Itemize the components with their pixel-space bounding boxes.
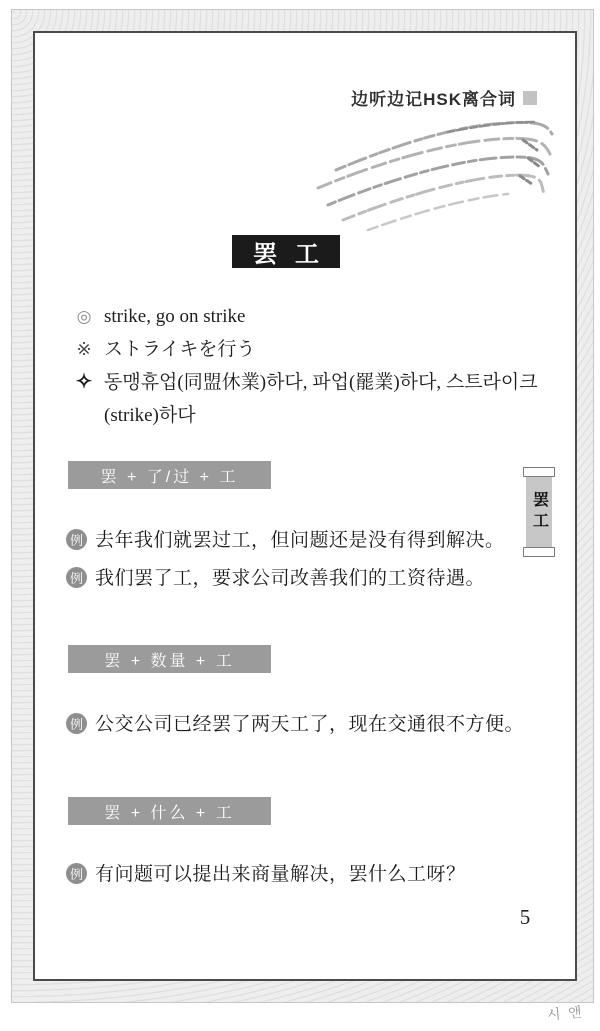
pattern-header-2 [68,645,271,673]
tab-top-cap [523,467,555,477]
example-text: 我们罢了工，要求公司改善我们的工资待遇。 [95,568,486,589]
book-title-text: 边听边记HSK离合词 [351,90,516,109]
example-badge-icon: 例 [66,863,87,884]
page-content-frame [33,31,577,981]
definition-japanese [71,333,545,366]
definition-korean [71,366,545,432]
pattern-1-label: 罢 + 了/过 + 工 [100,468,239,486]
pattern-3-label: 罢 + 什么 + 工 [104,804,235,822]
four-pointed-star-icon: ✧ [75,371,93,393]
handwritten-annotation: 시 앤 [546,1005,585,1024]
pattern-2-label: 罢 + 数量 + 工 [104,652,235,670]
header-square-ornament [523,91,537,105]
example-text: 有问题可以提出来商量解决，罢什么工呀？ [95,864,466,885]
entry-title-box [232,235,340,268]
definition-korean-text: 동맹휴업(同盟休業)하다, 파업(罷業)하다, 스트라이크(strike)하다 [104,372,538,426]
example-sentence [66,565,548,592]
example-sentence [66,711,548,738]
example-text: 去年我们就罢过工，但问题还是没有得到解决。 [95,530,505,551]
example-text: 公交公司已经罢了两天工了，现在交通很不方便。 [95,714,525,735]
brush-stroke-decoration [298,110,560,234]
side-thumb-tab [523,467,555,557]
page-number: 5 [519,905,531,929]
definition-english-text: strike, go on strike [104,306,246,327]
example-sentence [66,527,548,554]
reference-mark-icon: ※ [76,339,92,359]
tab-body [526,477,552,547]
pattern-header-3 [68,797,271,825]
definitions-list [71,300,545,432]
bullseye-bullet-icon: ◎ [76,307,92,326]
tab-bottom-cap [523,547,555,557]
pattern-header-1 [68,461,271,489]
definition-english [71,300,545,333]
example-badge-icon: 例 [66,713,87,734]
running-header [351,85,537,110]
entry-title: 罢工 [253,241,337,268]
example-sentence [66,861,548,888]
tab-label-vertical: 罢工 [530,491,548,533]
example-badge-icon: 例 [66,529,87,550]
example-badge-icon: 例 [66,567,87,588]
definition-japanese-text: ストライキを行う [104,339,256,360]
